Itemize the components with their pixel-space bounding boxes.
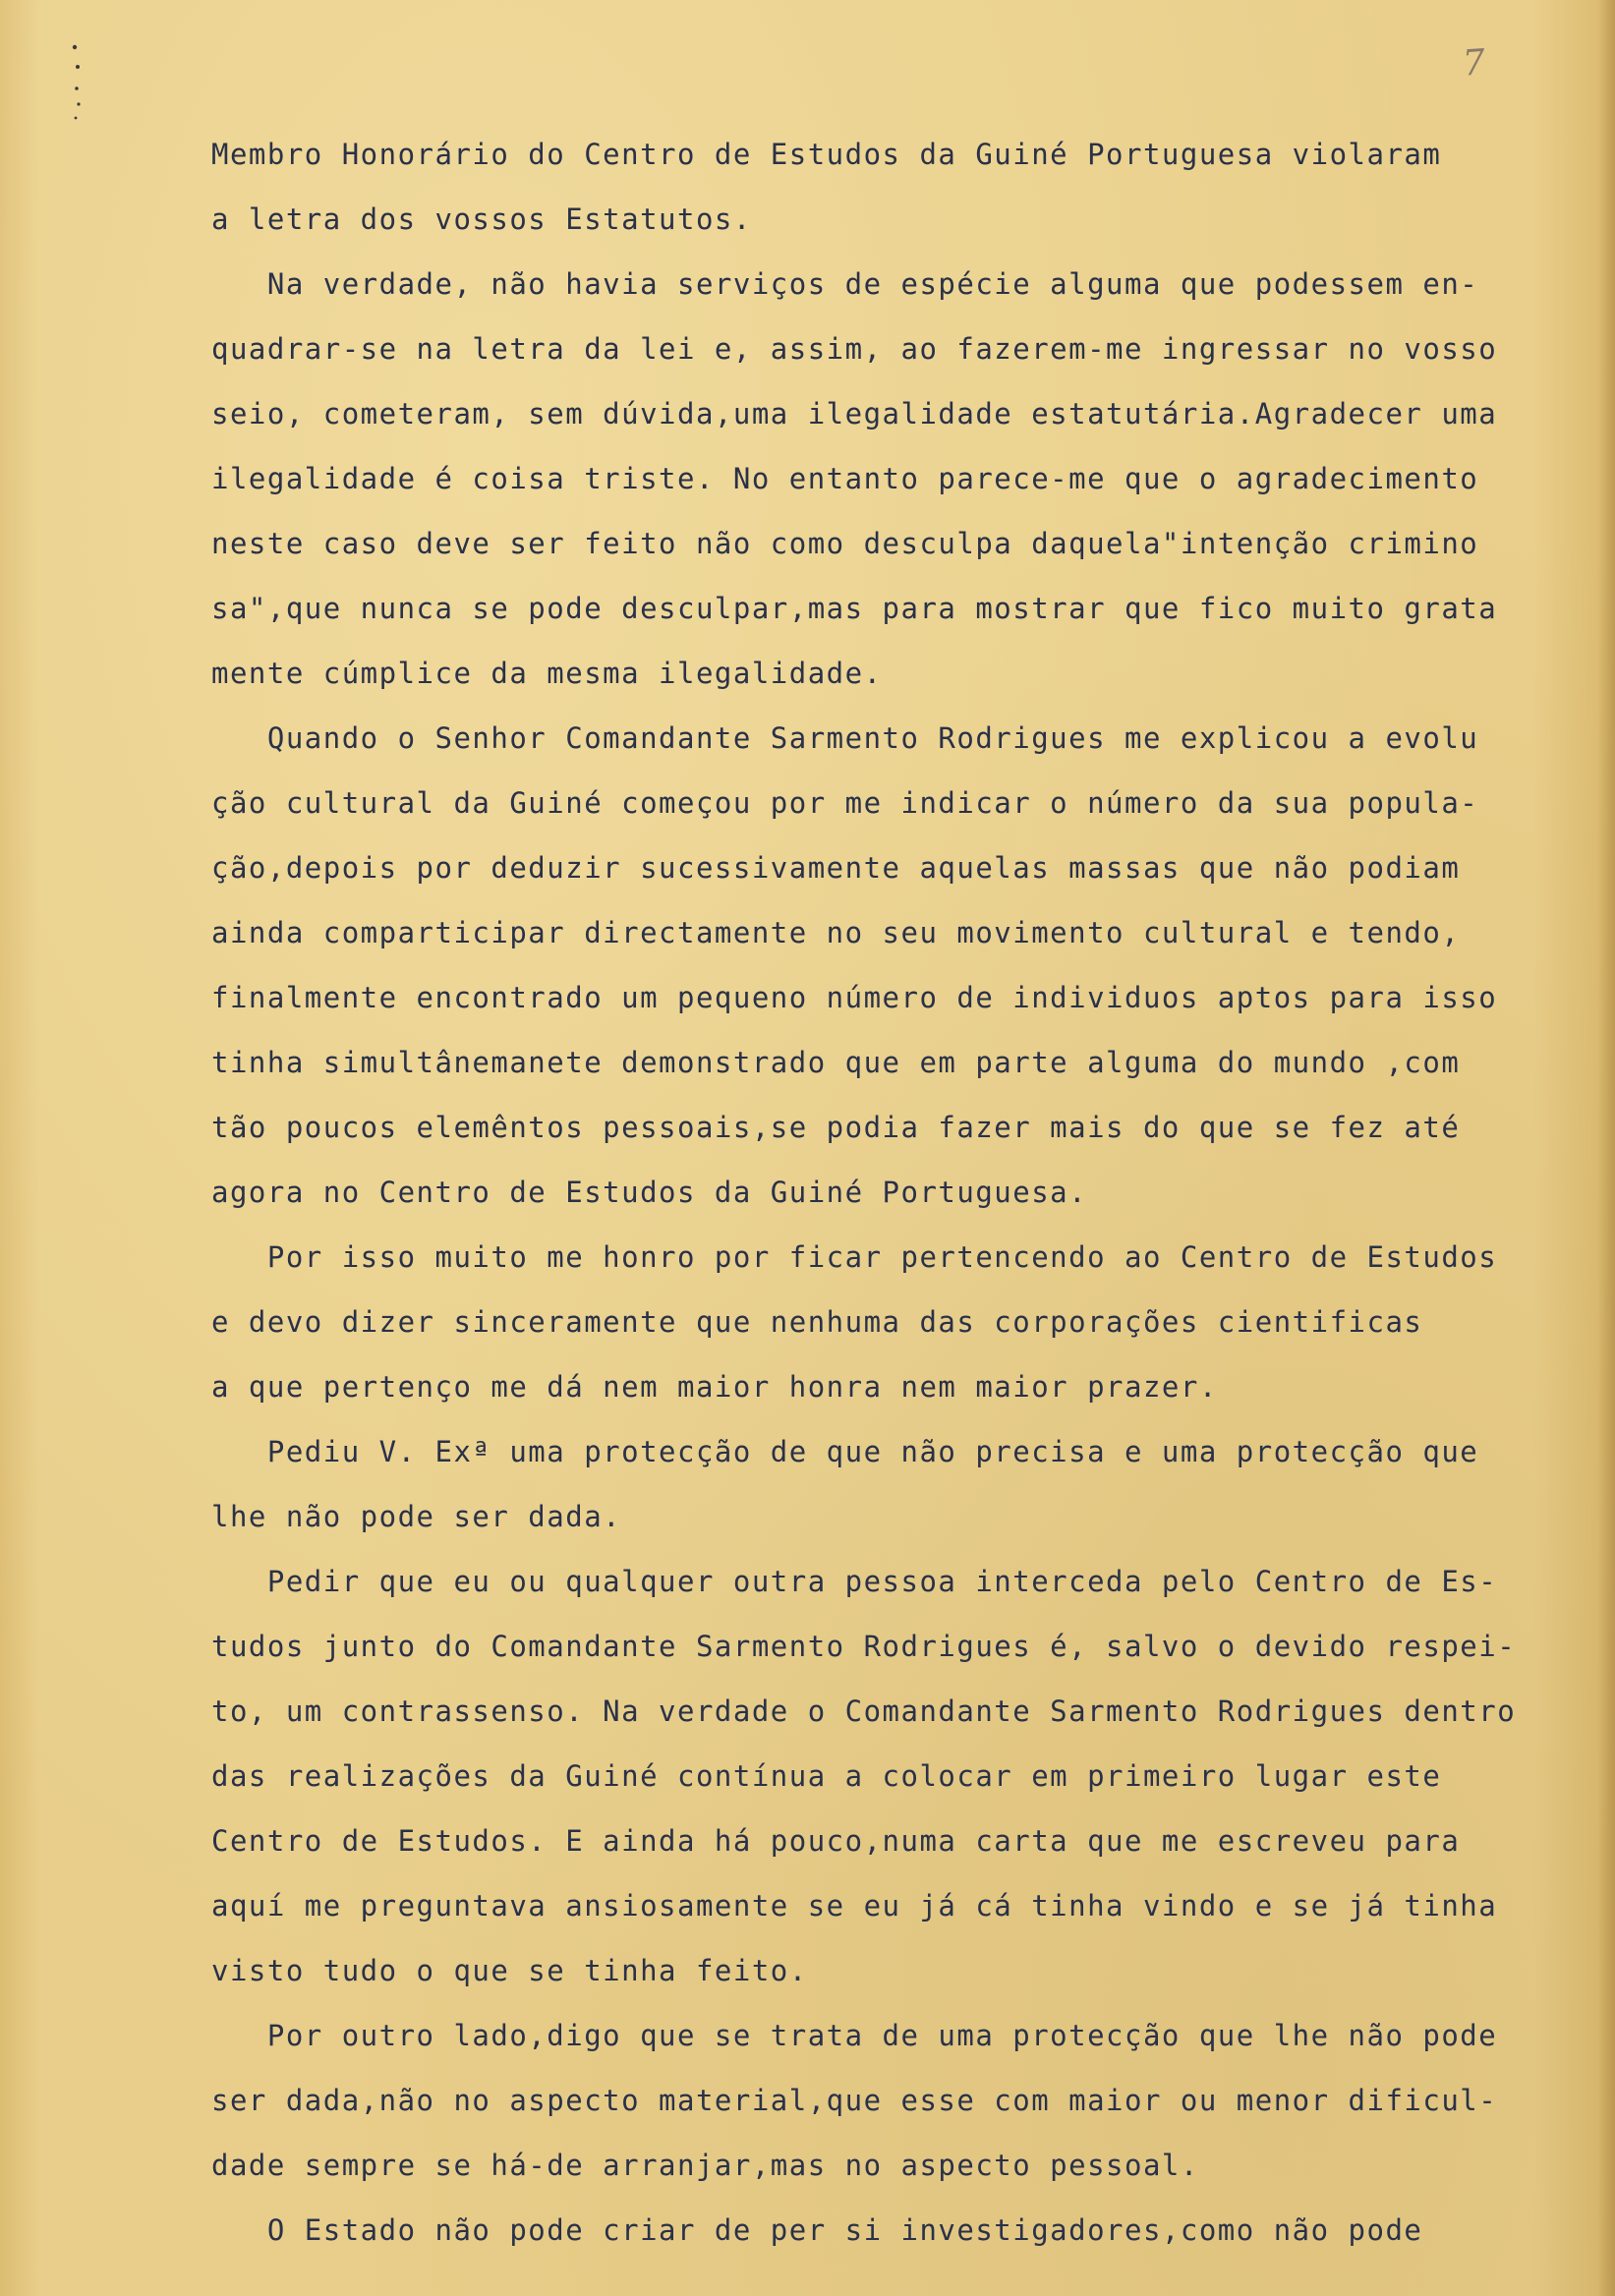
- text-line: agora no Centro de Estudos da Guiné Portuguesa.: [211, 1176, 1088, 1209]
- page-number: 7: [1461, 42, 1487, 85]
- text-line: tudos junto do Comandante Sarmento Rodrigues é, salvo o devido respei-: [211, 1630, 1517, 1663]
- text-line: Pedir que eu ou qualquer outra pessoa interceda pelo Centro de Es-: [211, 1565, 1498, 1598]
- text-line: O Estado não pode criar de per si investigadores,como não pode: [211, 2213, 1423, 2247]
- text-line: lhe não pode ser dada.: [211, 1500, 622, 1533]
- text-line: Por isso muito me honro por ficar pertencendo ao Centro de Estudos: [211, 1240, 1498, 1274]
- text-line: Centro de Estudos. E ainda há pouco,numa carta que me escreveu para: [211, 1824, 1461, 1858]
- text-line: Pediu V. Exª uma protecção de que não precisa e uma protecção que: [211, 1435, 1479, 1468]
- text-line: sa",que nunca se pode desculpar,mas para mostrar que fico muito grata: [211, 592, 1498, 625]
- text-line: aquí me preguntava ansiosamente se eu já cá tinha vindo e se já tinha: [211, 1889, 1498, 1923]
- text-line: quadrar-se na letra da lei e, assim, ao fazerem-me ingressar no vosso: [211, 332, 1498, 366]
- text-line: ção,depois por deduzir sucessivamente aquelas massas que não podiam: [211, 851, 1461, 885]
- text-line: ainda comparticipar directamente no seu movimento cultural e tendo,: [211, 916, 1461, 949]
- text-line: e devo dizer sinceramente que nenhuma das corporações cientificas: [211, 1305, 1423, 1339]
- text-line: tinha simultânemanete demonstrado que em parte alguma do mundo ,com: [211, 1046, 1461, 1079]
- text-line: to, um contrassenso. Na verdade o Comandante Sarmento Rodrigues dentro: [211, 1694, 1517, 1728]
- text-line: a letra dos vossos Estatutos.: [211, 202, 752, 236]
- text-line: tão poucos elemêntos pessoais,se podia fazer mais do que se fez até: [211, 1111, 1461, 1144]
- text-line: Quando o Senhor Comandante Sarmento Rodrigues me explicou a evolu: [211, 721, 1479, 755]
- text-line: ção cultural da Guiné começou por me indicar o número da sua popula-: [211, 786, 1479, 820]
- text-line: dade sempre se há-de arranjar,mas no aspecto pessoal.: [211, 2149, 1199, 2182]
- text-line: a que pertenço me dá nem maior honra nem maior prazer.: [211, 1370, 1218, 1404]
- text-line: finalmente encontrado um pequeno número de individuos aptos para isso: [211, 981, 1498, 1014]
- text-line: seio, cometeram, sem dúvida,uma ilegalidade estatutária.Agradecer uma: [211, 397, 1498, 430]
- text-line: neste caso deve ser feito não como desculpa daquela"intenção crimino: [211, 527, 1479, 560]
- text-line: visto tudo o que se tinha feito.: [211, 1954, 808, 1987]
- paper-edge-shadow: [1597, 0, 1615, 2296]
- punch-marks-icon: [69, 39, 88, 128]
- text-line: Por outro lado,digo que se trata de uma protecção que lhe não pode: [211, 2019, 1498, 2052]
- text-line: ilegalidade é coisa triste. No entanto parece-me que o agradecimento: [211, 462, 1479, 495]
- text-line: mente cúmplice da mesma ilegalidade.: [211, 657, 883, 690]
- text-line: Na verdade, não havia serviços de espécie alguma que podessem en-: [211, 267, 1479, 301]
- text-line: das realizações da Guiné contínua a colocar em primeiro lugar este: [211, 1759, 1442, 1793]
- text-line: ser dada,não no aspecto material,que esse com maior ou menor dificul-: [211, 2084, 1498, 2117]
- text-line: Membro Honorário do Centro de Estudos da Guiné Portuguesa violaram: [211, 138, 1442, 171]
